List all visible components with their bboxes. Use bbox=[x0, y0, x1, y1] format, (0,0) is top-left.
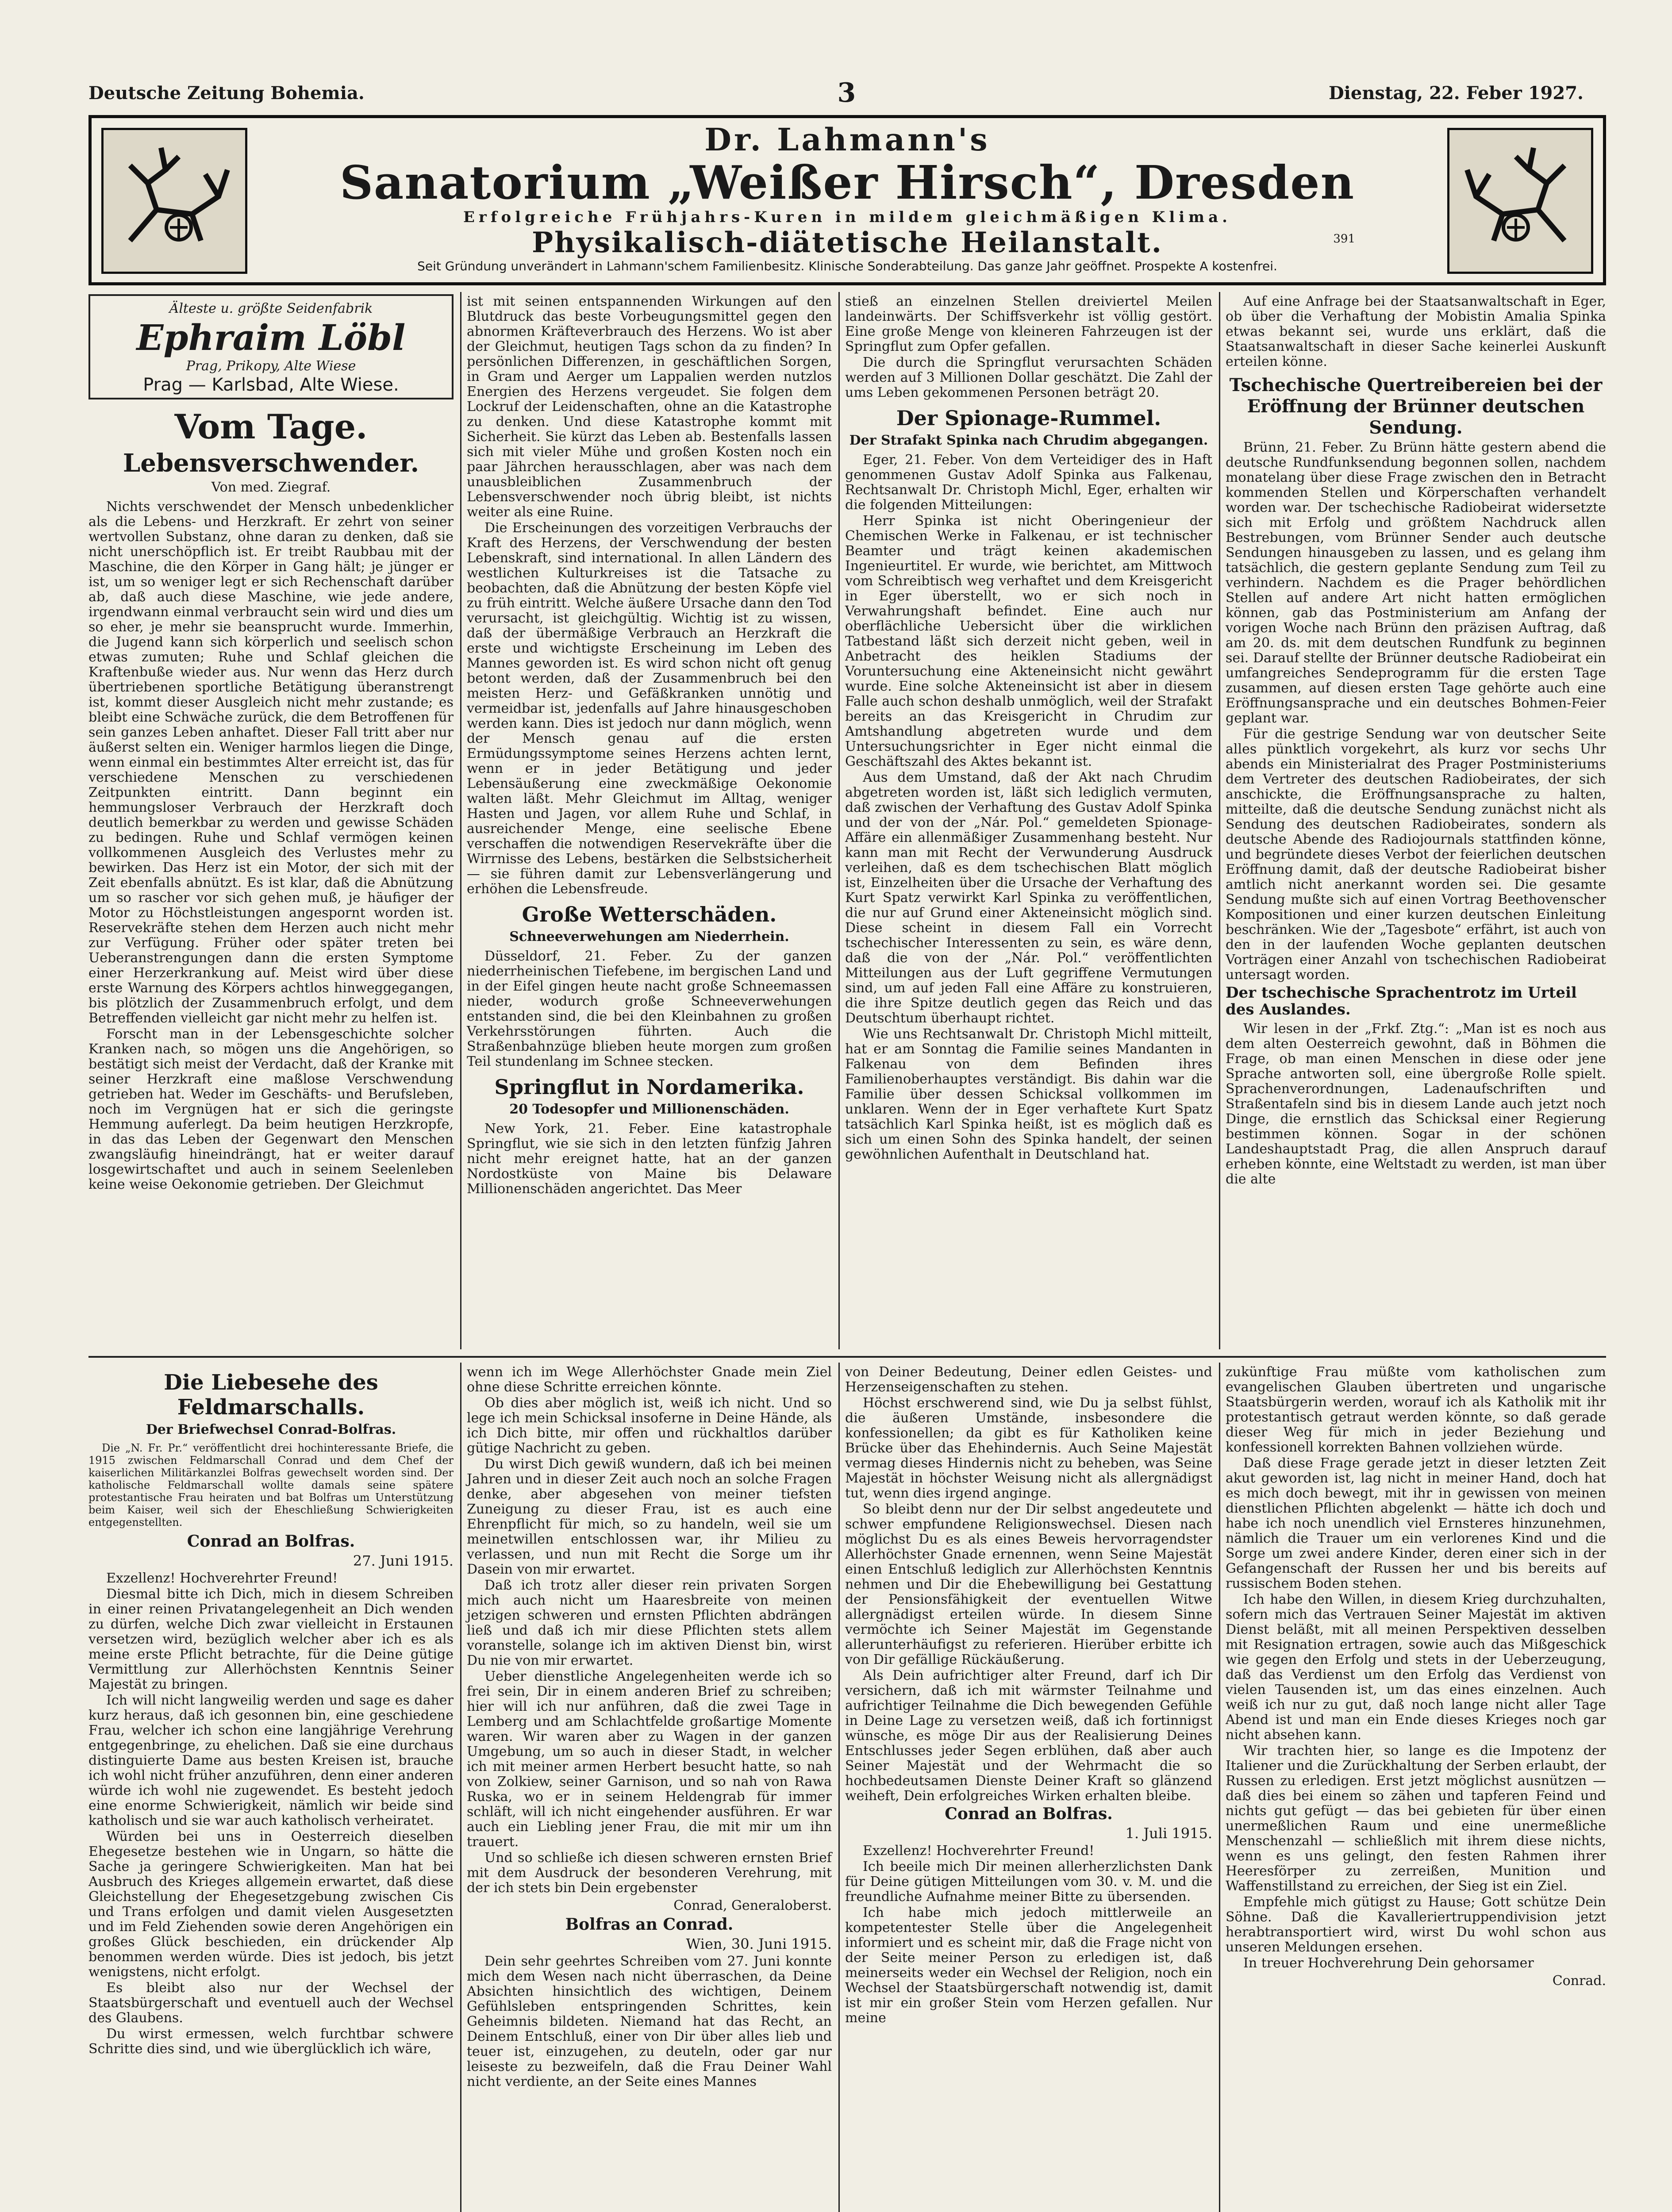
issue-date: Dienstag, 22. Feber 1927. bbox=[1328, 82, 1584, 104]
letter-signature: Conrad, Generaloberst. bbox=[673, 1898, 832, 1913]
bottom-column-2 bbox=[467, 1365, 832, 2090]
article-headline: Der Spionage-Rummel. bbox=[896, 406, 1161, 430]
letter-paragraph: Ich beeile mich Dir meinen allerherzlichsten Dank für Deine gütigen Mitteilungen vom 30. v. M. und die freundliche Aufnahme meiner Bitte zu übersenden. bbox=[845, 1859, 1212, 1905]
section-heading: Vom Tage. bbox=[174, 407, 368, 446]
loebl-ad-top: Älteste u. größte Seidenfabrik bbox=[169, 301, 373, 316]
article-paragraph: Wir lesen in der „Frkf. Ztg.“: „Man ist es noch aus dem alten Oesterreich gewohnt, daß in Böhmen die Frage, ob man einen Menschen in diese oder jene Sprache antworten soll, eine übergroße Rolle spielt. Sprachenverordnungen, Ladenaufschriften und Straßentafeln sind bis in diesem Lande auch jetzt noch Dinge, die ernstlich das Schicksal einer Regierung bestimmen können. Sogar in der schönen Landeshauptstadt Prag, die allen Anspruch darauf erheben könnte, eine Weltstadt zu werden, ist man über die alte bbox=[1226, 1021, 1606, 1187]
loebl-ad-places: Prag — Karlsbad, Alte Wiese. bbox=[143, 375, 399, 395]
letter-signature: Conrad. bbox=[1552, 1973, 1606, 1989]
letter-paragraph: Ich habe mich jedoch mittlerweile an kompetentester Stelle über die Angelegenheit informiert und es scheint mir, daß die Frage nicht von der Seite meiner Person zu erledigen ist, daß meinerseits weder ein Wechsel der Religion, noch ein Wechsel der Staatsbürgerschaft notwendig ist, damit ist mir ein großer Stein vom Herzen gefallen. Nur meine bbox=[845, 1905, 1212, 2026]
column-rule bbox=[838, 1363, 840, 2212]
article-title: Lebensverschwender. bbox=[123, 449, 419, 478]
feature-headline: Die Liebesehe des Feldmarschalls. bbox=[164, 1370, 378, 1420]
feature-intro-text: Die „N. Fr. Pr.“ veröffentlicht drei hochinteressante Briefe, die 1915 zwischen Feldmarschall Conrad und dem Chef der kaiserlichen Militärkanzlei Bolfras gewechselt worden sind. Der katholische Feldmarschall wollte damals seine spätere protestantische Frau heiraten und bat Bolfras um Unterstützung beim Kaiser, weil sich der Eheschließung Schwierigkeiten entgegenstellten. bbox=[88, 1442, 454, 1528]
article-paragraph: Die Erscheinungen des vorzeitigen Verbrauchs der Kraft des Herzens, der Verschwendung der besten Lebenskraft, sind international. In allen Ländern des westlichen Kulturkreises ist die Tatsache zu beobachten, daß die Abnützung der besten Köpfe viel zu früh eintritt. Welche äußere Ursache dann den Tod verursacht, ist gleichgültig. Wichtig ist zu wissen, daß der übermäßige Verbrauch an Herzkraft die erste und wichtigste Erscheinung im Leben des Mannes geworden ist. Es wird schon nicht oft genug betont werden, daß der Zusammenbruch bei den meisten Herz- und Gefäßkranken unnötig und vermeidbar ist, jedenfalls auf Jahre hinausgeschoben werden kann. Dies ist jedoch nur dann möglich, wenn der Mensch genau auf die ersten Ermüdungssymptome seines Herzens achten lernt, wenn er in jeder Betätigung und jeder Lebensäußerung eine zweckmäßige Oekonomie walten läßt. Mehr Gleichmut im Alltag, weniger Hasten und Jagen, vor allem Ruhe und Schlaf, in ausreichender Menge, eine seelische Ebene verschaffen die notwendigen Reservekräfte über die Wirrnisse des Lebens, bestärken die Selbstsicherheit — sie führen damit zur Lebensverlängerung und erhöhen die Lebensfreude. bbox=[467, 520, 832, 897]
ad-title: Sanatorium „Weißer Hirsch“, Dresden bbox=[339, 155, 1355, 210]
article-subhead: 20 Todesopfer und Millionenschäden. bbox=[509, 1102, 789, 1117]
letter-greeting: Exzellenz! Hochverehrter Freund! bbox=[863, 1843, 1095, 1859]
article-paragraph: Die durch die Springflut verursachten Schäden werden auf 3 Millionen Dollar geschätzt. Die Zahl der ums Leben gekommenen Personen beträgt 20. bbox=[845, 355, 1212, 400]
paper-name: Deutsche Zeitung Bohemia. bbox=[88, 82, 365, 104]
feature-intro bbox=[88, 1442, 454, 1528]
letter-date: Wien, 30. Juni 1915. bbox=[686, 1936, 832, 1952]
letter-paragraph: Wir trachten hier, so lange es die Impotenz der Italiener und die Zurückhaltung der Serben erlaubt, der Russen zu erledigen. Erst jetzt möglichst ausnützen — daß dies bei einem so zähen und tapferen Feind und nichts gut gefügt — das bei gebieten für über einen unermeßlichen Raum und eine unermeßliche Menschenzahl — schließlich mit ihrem diese nichts, wenn es uns gelingt, den festen Rahmen ihrer Heeresförper zu zerreißen, Munition und Waffenstillstand zu erreichen, der Sieg ist ein Ziel. bbox=[1226, 1743, 1606, 1894]
letter-greeting: Exzellenz! Hochverehrter Freund! bbox=[106, 1571, 338, 1586]
letter-paragraph: Ob dies aber möglich ist, weiß ich nicht. Und so lege ich mein Schicksal insoferne in Deine Hände, als ich Dich bitte, mir offen und rückhaltlos darüber gütige Nachricht zu geben. bbox=[467, 1395, 832, 1456]
column-1 bbox=[88, 294, 454, 1193]
loebl-ad-sub: Prag, Prikopy, Alte Wiese bbox=[186, 358, 356, 374]
letter-paragraph: Diesmal bitte ich Dich, mich in diesem Schreiben in einer reinen Privatangelegenheit an Dich wenden zu dürfen, welche Dich zwar vielleicht in Erstaunen versetzen wird, bezüglich welcher aber ich es als meine erste Pflicht betrachte, für die Deine gütige Vermittlung zur Allerhöchsten Kenntnis Seiner Majestät zu bringen. bbox=[88, 1586, 454, 1692]
letter-paragraph: Empfehle mich gütigst zu Hause; Gott schütze Dein Söhne. Daß die Kavalleriertruppendivision jetzt herabtransportiert wird, wirst Du wohl schon aus unseren Meldungen ersehen. bbox=[1226, 1894, 1606, 1955]
letter-paragraph: Daß ich trotz aller dieser rein privaten Sorgen mich auch nicht um Haaresbreite von meinen jetzigen schweren und ernsten Pflichten abdrängen ließ und daß ich mir diese Pflichten stets allem voranstelle, solange ich im aktiven Dienst bin, wirst Du nie von mir erwartet. bbox=[467, 1578, 832, 1668]
article-paragraph: Düsseldorf, 21. Feber. Zu der ganzen niederrheinischen Tiefebene, im bergischen Land und in der Eifel gingen heute nacht große Schneemassen nieder, wodurch große Schneeverwehungen entstanden sind, die bei den Kleinbahnen zu großen Verkehrsstörungen führten. Auch die Straßenbahnzüge blieben heute morgen zum großen Teil stundenlang im Schnee stecken. bbox=[467, 949, 832, 1069]
letter-paragraph: von Deiner Bedeutung, Deiner edlen Geistes- und Herzenseigenschaften zu stehen. bbox=[845, 1364, 1212, 1395]
stag-icon bbox=[1449, 130, 1591, 272]
column-2 bbox=[467, 294, 832, 1198]
article-headline: Tschechische Quertreibereien bei der Eröffnung der Brünner deutschen Sendung. bbox=[1229, 375, 1603, 438]
letter-paragraph: zukünftige Frau müßte vom katholischen zum evangelischen Glauben übertreten und ungarische Staatsbürgerin werden, worauf ich als Katholik mit ihr protestantisch getraut werden könnte, so daß gerade dieser Weg für mich in jeder Beziehung und konfessionell korrekten Bahnen vollziehen würde. bbox=[1226, 1364, 1606, 1455]
letter-paragraph: Es bleibt also nur der Wechsel der Staatsbürgerschaft und eventuell auch der Wechsel des Glaubens. bbox=[88, 1980, 454, 2026]
letter-title: Bolfras an Conrad. bbox=[565, 1915, 734, 1934]
ad-subtitle: Physikalisch-diätetische Heilanstalt. bbox=[532, 226, 1163, 259]
column-rule bbox=[838, 292, 840, 1349]
letter-paragraph: Daß diese Frage gerade jetzt in dieser letzten Zeit akut geworden ist, lag nicht in meiner Hand, doch hat es mich doch bewegt, mit ihr in gewissen von meinen dienstlichen Pflichten abgelenkt — hätte ich doch und habe ich noch unendlich viel Ernsteres hinzunehmen, nämlich die Trauer um ein verlorenes Kind und die Sorge um zwei andere Kinder, deren einer sich in der Gefangenschaft der Russen her und bis bereits auf russischem Boden stehen. bbox=[1226, 1455, 1606, 1591]
letter-paragraph: Ich will nicht langweilig werden und sage es daher kurz heraus, daß ich gesonnen bin, eine geschiedene Frau, welcher ich schon eine langjährige Verehrung entgegenbringe, zu ehelichen. Daß sie eine durchaus distinguierte Dame aus besten Kreisen ist, brauche ich wohl nicht früher anzuführen, denn einer anderen würde ich wohl nie zugewendet. Es besteht jedoch eine enorme Schwierigkeit, nämlich wir beide sind katholisch und sie war auch katholisch verheiratet. bbox=[88, 1693, 454, 1828]
article-subhead: Schneeverwehungen am Niederrhein. bbox=[509, 929, 789, 945]
bottom-column-3 bbox=[845, 1365, 1212, 2027]
article-paragraph: Nichts verschwendet der Mensch unbedenklicher als die Lebens- und Herzkraft. Er zehrt von seiner wertvollen Substanz, ohne daran zu denken, daß sie nicht unerschöpflich ist. Er treibt Raubbau mit der Maschine, die den Körper in Gang hält; je jünger er ist, um so weniger legt er sich Rechenschaft darüber ab, daß auch diese Maschine, wie jede andere, irgendwann einmal verbraucht sein wird und dies um so eher, je mehr sie beansprucht wurde. Immerhin, die Jugend kann sich körperlich und seelisch schon etwas zumuten; Ruhe und Schlaf gleichen die Kraftenbuße wieder aus. Nur wenn das Herz durch übertriebenen sportliche Betätigung überanstrengt ist, kommt dieser Ausgleich nicht mehr zustande; es bleibt eine Schwäche zurück, die dem Betroffenen für sein ganzes Leben anhaftet. Dieser Fall tritt aber nur äußerst selten ein. Weniger harmlos liegen die Dinge, wenn einmal ein bestimmtes Alter erreicht ist, das für verschiedene Menschen zu verschiedenen Zeitpunkten eintritt. Dann beginnt ein hemmungsloser Verbrauch der Herzkraft doch deutlich bemerkbar zu werden und gewisse Schäden zu bedingen. Ruhe und Schlaf vermögen keinen vollkommenen Ausgleich des Verlustes mehr zu bewirken. Das Herz ist ein Motor, der sich mit der Zeit ebenfalls abnützt. Es ist klar, daß die Abnützung um so rascher vor sich gehen muß, je häufiger der Motor zu Höchstleistungen angespornt worden ist. Reservekräfte stehen dem Herzen auch nicht mehr zur Verfügung. Früher oder später treten bei Ueberanstrengungen dann die ersten Symptome einer Herzerkrankung auf. Meist wird über diese erste Warnung des Körpers achtlos hinweggegangen, bis plötzlich der Zusammenbruch erfolgt, und dem Betreffenden vielleicht gar nicht mehr zu helfen ist. bbox=[88, 499, 454, 1026]
letter-paragraph: In treuer Hochverehrung Dein gehorsamer bbox=[1243, 1955, 1534, 1971]
ad-tagline: Erfolgreiche Frühjahrs-Kuren in mildem gleichmäßigen Klima. bbox=[463, 208, 1231, 226]
letter-paragraph: Höchst erschwerend sind, wie Du ja selbst fühlst, die äußeren Umstände, insbesondere die konfessionellen; da gibt es für Katholiken keine Brücke über das Ehehindernis. Auch Seine Majestät vermag dieses Hindernis nicht zu beheben, was Seine Majestät in höchster Weisung nicht als allergnädigst tut, wenn dies irgend anginge. bbox=[845, 1395, 1212, 1501]
article-subhead: Der Strafakt Spinka nach Chrudim abgegangen. bbox=[849, 433, 1208, 448]
article-paragraph: Eger, 21. Feber. Von dem Verteidiger des in Haft genommenen Gustav Adolf Spinka aus Falkenau, Rechtsanwalt Dr. Christoph Michl, Eger, erhalten wir die folgenden Mitteilungen: bbox=[845, 452, 1212, 513]
stag-icon bbox=[104, 130, 245, 272]
article-paragraph: Für die gestrige Sendung war von deutscher Seite alles pünktlich vorgekehrt, als kurz vor sechs Uhr abends ein Ministerialrat des Prager Postministeriums dem Vertreter des deutschen Radiobeirates, der sich anschickte, die Eröffnungsansprache zu halten, mitteilte, daß die deutsche Sendung zunächst nicht als Sendung des deutschen Radiobeirates, sondern als deutsche Abende des Radiojournals stattfinden könne, und begründete dieses Verbot der feierlichen deutschen Eröffnung damit, daß der deutsche Radiobeirat bisher amtlich nicht anerkannt worden sei. Die gesamte Sendung mußte sich auf einen Vortrag Beethovenscher Kompositionen und einer kurzen deutschen Einleitung beschränken. Wie der „Tagesbote“ erfährt, ist auch von den in der laufenden Woche geplanten deutschen Vorträgen einer Anzahl von tschechischen Radiobeirat untersagt worden. bbox=[1226, 726, 1606, 983]
letter-title: Conrad an Bolfras. bbox=[945, 1805, 1113, 1823]
letter-paragraph: Als Dein aufrichtiger alter Freund, darf ich Dir versichern, daß ich mit wärmster Teilnahme und aufrichtiger Teilnahme die Dich bewegenden Gefühle in Deine Lage zu versetzen weiß, daß ich fortinnigst wünsche, es möge Dir aus der Realisierung Deines Entschlusses jeder Segen erblühen, daß aber auch Seiner Majestät und der Wehrmacht die so hochbedeutsamen Dienste Deiner Kraft so glänzend weiheft, Dein erfolgreiches Wirken erhalten bleibe. bbox=[845, 1668, 1212, 1804]
letter-paragraph: Ueber dienstliche Angelegenheiten werde ich so frei sein, Dir in einem anderen Brief zu schreiben; hier will ich nur anführen, daß die zwei Tage in Lemberg und am Schlachtfelde großartige Momente waren. Wir waren aber zu Wagen in der ganzen Umgebung, um so auch in dieser Stadt, in welcher ich mit meiner armen Herbert besucht hatte, so nah von Zolkiew, seiner Garnison, und so nah von Rawa Ruska, wo er in seinem Heldengrab für immer schläft, will ich nicht eingehender ausführen. Er war auch ein Liebling jener Frau, die mit mir um ihn trauert. bbox=[467, 1669, 832, 1850]
ad-text-block bbox=[260, 122, 1435, 279]
article-paragraph: stieß an einzelnen Stellen dreiviertel Meilen landeinwärts. Der Schiffsverkehr ist völlig gestört. Eine große Menge von kleineren Fahrzeugen ist der Springflut zum Opfer gefallen. bbox=[845, 294, 1212, 354]
stag-emblem-right bbox=[1447, 128, 1593, 274]
loebl-ad-brand: Ephraim Löbl bbox=[136, 317, 406, 358]
ad-owner: Dr. Lahmann's bbox=[704, 121, 990, 158]
letter-title: Conrad an Bolfras. bbox=[187, 1532, 355, 1551]
letter-paragraph: wenn ich im Wege Allerhöchster Gnade mein Ziel ohne diese Schritte erreichen könnte. bbox=[467, 1364, 832, 1395]
article-paragraph: Aus dem Umstand, daß der Akt nach Chrudim abgetreten worden ist, läßt sich lediglich vermuten, daß zwischen der Verhaftung des Gustav Adolf Spinka und der von der „Nár. Pol.“ gemeldeten Spionage-Affäre ein allenmäßiger Zusammenhang besteht. Nur kann man mit Recht der Verwunderung Ausdruck verleihen, daß es dem tschechischen Blatt möglich ist, Einzelheiten über die Ursache der Verhaftung des Kurt Spatz verwirkt Karl Spinka zu veröffentlichen, die nur auf Grund einer Akteneinsicht möglich sind. Diese scheint in diesem Fall ein Vorrecht tschechischer Interessenten zu sein, es wäre denn, daß die von der „Nár. Pol.“ veröffentlichten Mitteilungen aus der Luft gegriffene Vermutungen sind, um auf jeden Fall eine Affäre zu konstruieren, die ihre Spitze deutlich gegen das Reich und das Deutschtum überhaupt richtet. bbox=[845, 770, 1212, 1026]
article-paragraph: Wie uns Rechtsanwalt Dr. Christoph Michl mitteilt, hat er am Sonntag die Familie seines Mandanten in Falkenau von dem Befinden ihres Familienoberhauptes verständigt. Bis dahin war die Familie über dessen Schicksal vollkommen im unklaren. Wenn der in Eger verhaftete Kurt Spatz tatsächlich Karl Spinka heißt, ist es möglich daß es sich um einen Sohn des Spinka handelt, der seinen gewöhnlichen Aufenthalt in Deutschland hat. bbox=[845, 1026, 1212, 1162]
feature-subhead: Der Briefwechsel Conrad-Bolfras. bbox=[146, 1422, 396, 1437]
column-rule bbox=[1219, 292, 1220, 1349]
letter-paragraph: Du wirst ermessen, welch furchtbar schwere Schritte dies sind, und wie überglücklich ich wäre, bbox=[88, 2026, 454, 2057]
article-byline: Von med. Ziegraf. bbox=[211, 480, 331, 495]
article-paragraph: Forscht man in der Lebensgeschichte solcher Kranken nach, so mögen uns die Angehörigen, so bestätigt sich meist der Verdacht, daß der Kranke mit seiner Herzkraft eine maßlose Verschwendung getrieben hat. Weder im Geschäfts- und Berufsleben, noch im Vergnügen hat er sich die geringste Hemmung auferlegt. Da beim heutigen Herzkropfe, in das das Leben der Gegenwart den Menschen zwangsläufig hineindrängt, hat er weiter darauf losgewirtschaftet und auch in seinem Seelenleben keine weise Oekonomie getrieben. Der Gleichmut bbox=[88, 1026, 454, 1192]
column-rule bbox=[460, 292, 461, 1349]
letter-paragraph: Dein sehr geehrtes Schreiben vom 27. Juni konnte mich dem Wesen nach nicht überraschen, da Deine Absichten hinsichtlich des wichtigen, Deinem Gefühlsleben entspringenden Schrittes, kein Geheimnis bildeten. Niemand hat das Recht, an Deinem Entschluß, einer von Dir über alles lieb und teuer ist, einzugehen, zu deuteln, oder gar nur leiseste zu bezweifeln, daß die Frau Deiner Wahl nicht verdiente, an der Seite eines Mannes bbox=[467, 1954, 832, 2089]
column-3 bbox=[845, 294, 1212, 1163]
article-headline: Große Wetterschäden. bbox=[522, 902, 777, 926]
letter-date: 1. Juli 1915. bbox=[1125, 1825, 1212, 1842]
article-paragraph: Auf eine Anfrage bei der Staatsanwaltschaft in Eger, ob über die Verhaftung der Mobistin Amalia Spinka etwas bekannt sei, wurde uns erklärt, daß die Staatsanwaltschaft in dieser Sache keinerlei Auskunft erteilen könne. bbox=[1226, 294, 1606, 369]
column-rule bbox=[1219, 1363, 1220, 2212]
sanatorium-advertisement bbox=[88, 115, 1606, 285]
article-paragraph: Herr Spinka ist nicht Oberingenieur der Chemischen Werke in Falkenau, er ist technischer Beamter und trägt keinen akademischen Ingenieurtitel. Er wurde, wie berichtet, am Mittwoch vom Schreibtisch weg verhaftet und dem Kreisgericht in Eger überstellt, wo er sich noch in Verwahrungshaft befindet. Eine auch nur oberflächliche Uebersicht über die wirklichen Tatbestand läßt sich derzeit nicht geben, weil in Anbetracht des heiklen Stadiums der Voruntersuchung eine Akteneinsicht nicht gewährt wurde. Eine solche Akteneinsicht ist aber in diesem Falle auch schon deshalb unmöglich, weil der Strafakt bereits an das Kreisgericht in Chrudim zur Amtshandlung abgetreten wurde und dem Untersuchungsrichter in Eger nicht einmal die Geschäftszahl des Aktes bekannt ist. bbox=[845, 513, 1212, 769]
column-4 bbox=[1226, 294, 1606, 1188]
letter-date: 27. Juni 1915. bbox=[353, 1552, 454, 1569]
stag-emblem-left bbox=[101, 128, 247, 274]
page-number: 3 bbox=[837, 77, 856, 108]
letter-paragraph: Ich habe den Willen, in diesem Krieg durchzuhalten, sofern mich das Vertrauen Seiner Majestät im aktiven Dienst beläßt, mit all meinen Perspektiven desselben mit Resignation ertragen, sowie auch das Mißgeschick wie gegen den Erfolg und stets in der Ueberzeugung, daß das Verdienst um den Erfolg das Verdienst von vielen Tausenden ist, um das eines einzelnen. Auch weiß ich nur zu gut, daß noch lange nicht aller Tage Abend ist und man ein Ende dieses Krieges noch gar nicht absehen kann. bbox=[1226, 1592, 1606, 1743]
bottom-column-4 bbox=[1226, 1365, 1606, 1991]
loebl-advertisement bbox=[88, 294, 454, 399]
article-headline: Springflut in Nordamerika. bbox=[494, 1075, 804, 1099]
letter-paragraph: Würden bei uns in Oesterreich dieselben Ehegesetze bestehen wie in Ungarn, so hätte die Sache ja geringere Schwierigkeiten. Man hat bei Ausbruch des Krieges allgemein erwartet, daß diese Gleichstellung der Ehegesetzgebung zwischen Cis und Trans erfolgen und damit vielen Ausgesetzten und im Feld Ziehenden sowie deren Angehörigen ein großes Glück beschieden, ein drückender Alp benommen werden würde. Dies ist jedoch, bis jetzt wenigstens, nicht erfolgt. bbox=[88, 1829, 454, 1980]
letter-paragraph: Und so schließe ich diesen schweren ernsten Brief mit dem Ausdruck der besonderen Verehrung, mit der ich stets bin Dein ergebenster bbox=[467, 1850, 832, 1896]
ad-footer: Seit Gründung unverändert in Lahmann'schem Familienbesitz. Klinische Sonderabteilung. Das ganze Jahr geöffnet. Prospekte A kostenfrei. bbox=[417, 259, 1277, 273]
ad-code: 391 bbox=[1333, 232, 1355, 246]
letter-paragraph: So bleibt denn nur der Dir selbst angedeutete und schwer empfundene Religionswechsel. Diesen nach möglichst Du es als eines Beweis hervorragendster Allerhöchster Gnade ernennen, wenn Seine Majestät einen Entschluß lediglich zur Allerhöchsten Kenntnis nehmen und Dir die Ehebewilligung bei Gestattung der Pensionsfähigkeit der eventuellen Witwe allergnädigst erteilen würde. In diesem Sinne vermöchte ich Seiner Majestät im Gegenstande allerunterhäufigst zu referieren. Hierüber erbitte ich von Dir gefällige Rückäußerung. bbox=[845, 1502, 1212, 1667]
bottom-column-1 bbox=[88, 1365, 454, 2058]
column-rule bbox=[460, 1363, 461, 2212]
article-headline: Der tschechische Sprachentrotz im Urteil des Auslandes. bbox=[1226, 984, 1577, 1018]
article-paragraph: ist mit seinen entspannenden Wirkungen auf den Blutdruck das beste Vorbeugungsmittel gegen den abnormen Kräfteverbrauch des Herzens. Wo ist aber der Gleichmut, heutigen Tags schon da zu finden? In persönlichen Differenzen, in geschäftlichen Sorgen, in Gram und Aerger um Lappalien werden nutzlos Energien des Herzens vergeudet. Sie folgen dem Lockruf der Leidenschaften, ohne an die Katastrophe zu denken. Und diese Katastrophe kommt mit Sicherheit. Sie kürzt das Leben ab. Bestenfalls lassen sich mit vieler Mühe und großen Kosten noch ein paar Jährchen herausschlagen, aber was nach dem unausbleiblichen Zusammenbruch der Lebensverschwender noch übrig bleibt, ist nichts weiter als eine Ruine. bbox=[467, 294, 832, 520]
running-head bbox=[88, 77, 1584, 108]
article-paragraph: Brünn, 21. Feber. Zu Brünn hätte gestern abend die deutsche Rundfunksendung begonnen sollen, nachdem monatelang über diese Frage zwischen den in Betracht kommenden Stellen und Körperschaften verhandelt worden war. Der tschechische Radiobeirat widersetzte sich mit Erfolg und größtem Nachdruck allen Bestrebungen, vom Brünner Sender auch deutsche Sendungen hinausgeben zu lassen, und es gelang ihm tatsächlich, die gestern geplante Sendung zum Teil zu verhindern. Nachdem es die Prager behördlichen Stellen auf andere Art nicht hatten ermöglichen können, gab das Postministerium am Anfang der vorigen Woche nach Brünn den präzisen Auftrag, daß am 20. ds. mit dem deutschen Rundfunk zu beginnen sei. Darauf stellte der Brünner deutsche Radiobeirat ein umfangreiches Sendeprogramm für die ersten Tage zusammen, auf diesen ersten Tage gehörte auch eine Eröffnungsansprache und ein deutsches Bohmen-Feier geplant war. bbox=[1226, 440, 1606, 726]
article-paragraph: New York, 21. Feber. Eine katastrophale Springflut, wie sie sich in den letzten fünfzig Jahren nicht mehr ereignet hatte, hat an der ganzen Nordostküste von Maine bis Delaware Millionenschäden angerichtet. Das Meer bbox=[467, 1121, 832, 1197]
section-divider bbox=[88, 1356, 1606, 1358]
letter-paragraph: Du wirst Dich gewiß wundern, daß ich bei meinen Jahren und in dieser Zeit auch noch an solche Fragen denke, aber abgesehen von meiner tiefsten Zuneigung zu dieser Frau, ist es auch eine Ehrenpflicht für mich, so zu handeln, weil sie um meinetwillen entschlossen war, ihr Milieu zu verlassen, und nun mit Recht die Sorge um ihr Dasein von mir erwartet. bbox=[467, 1456, 832, 1577]
